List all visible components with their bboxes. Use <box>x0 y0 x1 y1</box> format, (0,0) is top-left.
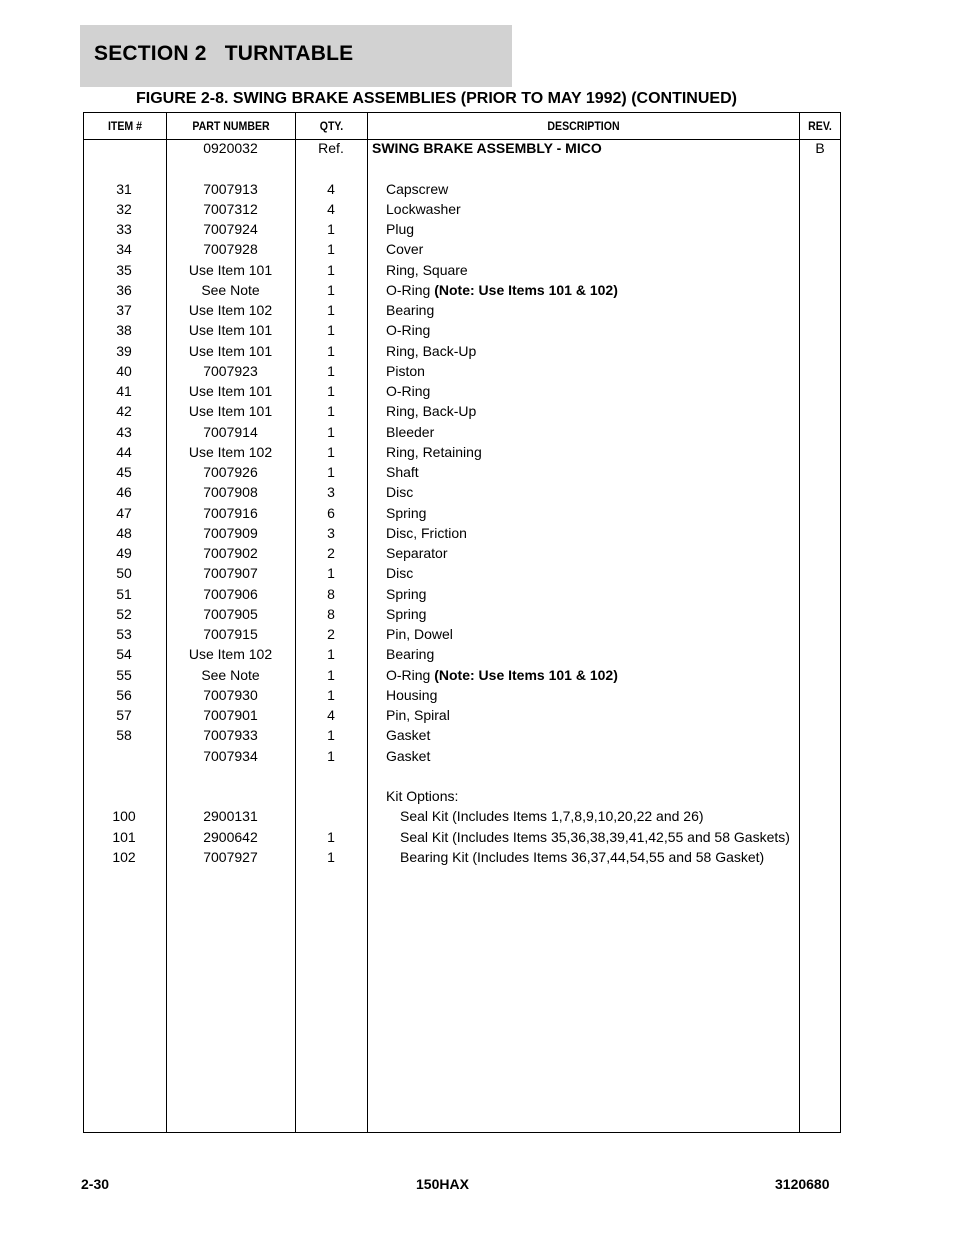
part-number: 7007933 <box>203 727 258 744</box>
description <box>386 239 423 259</box>
quantity: 1 <box>327 423 335 440</box>
description <box>386 685 437 705</box>
part-number: 7007928 <box>203 241 258 258</box>
description-text: Seal Kit (Includes Items 35,36,38,39,41,42,55 and 58 Gaskets) <box>400 828 790 845</box>
column-header-part-number: PART NUMBER <box>192 119 270 133</box>
item-number: 37 <box>116 302 132 318</box>
quantity: 6 <box>327 504 335 521</box>
part-number: 7007905 <box>203 605 258 622</box>
description-note: (Note: Use Items 101 & 102) <box>434 666 618 683</box>
table-row <box>0 786 954 806</box>
description-text: Disc, Friction <box>386 524 467 541</box>
item-number: 53 <box>116 626 132 642</box>
table-row <box>0 300 954 320</box>
description <box>372 138 602 158</box>
table-row <box>0 179 954 199</box>
part-number: 7007914 <box>203 423 258 440</box>
table-row <box>0 665 954 685</box>
description-text: Plug <box>386 221 415 237</box>
description <box>386 746 430 766</box>
description <box>386 523 467 543</box>
table-row <box>0 563 954 583</box>
table-row <box>0 725 954 745</box>
description-text: Ring, Retaining <box>386 443 482 460</box>
description <box>386 260 468 280</box>
description-text: Spring <box>386 504 427 521</box>
column-header-qty: QTY. <box>319 119 344 133</box>
part-number: 7007930 <box>203 686 258 703</box>
description <box>400 827 790 847</box>
description-text: Bearing <box>386 646 435 663</box>
part-number: 0920032 <box>203 140 258 156</box>
quantity: 1 <box>327 666 335 683</box>
table-spacer-row <box>0 158 954 178</box>
part-number: 2900642 <box>203 828 258 845</box>
description <box>400 806 704 826</box>
quantity: 1 <box>327 221 335 237</box>
item-number: 44 <box>116 443 132 460</box>
item-number: 45 <box>116 464 132 480</box>
table-row <box>0 341 954 361</box>
quantity: 1 <box>327 686 335 703</box>
description-text: Ring, Square <box>386 261 468 278</box>
description <box>386 563 413 583</box>
item-number: 49 <box>116 545 132 561</box>
part-number: 7007906 <box>203 585 258 602</box>
table-row <box>0 847 954 867</box>
quantity: 4 <box>327 200 335 217</box>
item-number: 47 <box>116 504 132 521</box>
description-text: Bearing <box>386 302 435 318</box>
quantity: 1 <box>327 403 335 420</box>
item-number: 54 <box>116 646 132 663</box>
description-text: Bleeder <box>386 423 435 440</box>
description <box>386 422 434 442</box>
item-number: 57 <box>116 707 132 723</box>
description-text: Spring <box>386 605 427 622</box>
description <box>386 786 458 806</box>
quantity: 1 <box>327 302 335 318</box>
description <box>386 462 419 482</box>
part-number: 7007312 <box>203 200 258 217</box>
quantity: 4 <box>327 707 335 723</box>
item-number: 58 <box>116 727 132 744</box>
description-text: Lockwasher <box>386 200 461 217</box>
part-number: 7007934 <box>203 747 258 764</box>
table-row <box>0 806 954 826</box>
part-number: 7007902 <box>203 545 258 561</box>
quantity: 1 <box>327 443 335 460</box>
table-row <box>0 482 954 502</box>
item-number: 31 <box>116 180 132 197</box>
item-number: 36 <box>116 281 132 298</box>
quantity: 1 <box>327 464 335 480</box>
description <box>386 361 425 381</box>
table-row <box>0 320 954 340</box>
part-number: 7007927 <box>203 848 258 865</box>
table-row <box>0 584 954 604</box>
item-number: 51 <box>116 585 132 602</box>
item-number: 100 <box>112 808 136 825</box>
quantity: 1 <box>327 362 335 379</box>
table-row <box>0 503 954 523</box>
quantity: 4 <box>327 180 335 197</box>
description <box>386 624 453 644</box>
description <box>386 644 434 664</box>
description-text: Separator <box>386 545 448 561</box>
description <box>386 179 448 199</box>
description <box>386 320 430 340</box>
table-spacer-row <box>0 766 954 786</box>
description-text: Ring, Back-Up <box>386 403 477 420</box>
description-text: Ring, Back-Up <box>386 342 477 359</box>
part-number: See Note <box>201 281 260 298</box>
quantity: 1 <box>327 261 335 278</box>
item-number: 38 <box>116 322 132 339</box>
quantity: 1 <box>327 322 335 339</box>
quantity: 1 <box>327 747 335 764</box>
table-row <box>0 604 954 624</box>
part-number: 7007909 <box>203 524 258 541</box>
description-text: O-Ring <box>386 666 435 683</box>
quantity: 1 <box>327 565 335 582</box>
description-text: Bearing Kit (Includes Items 36,37,44,54,55 and 58 Gasket) <box>400 848 765 865</box>
item-number: 40 <box>116 362 132 379</box>
quantity: 8 <box>327 585 335 602</box>
part-number: 7007907 <box>203 565 258 582</box>
description <box>386 401 476 421</box>
table-row <box>0 644 954 664</box>
quantity: 2 <box>327 545 335 561</box>
part-number: 7007923 <box>203 362 258 379</box>
document-number: 3120680 <box>775 1176 830 1192</box>
description <box>386 300 434 320</box>
item-number: 46 <box>116 484 132 501</box>
quantity: 1 <box>327 281 335 298</box>
column-header-description: DESCRIPTION <box>547 119 620 133</box>
description-text: Shaft <box>386 464 419 480</box>
item-number: 35 <box>116 261 132 278</box>
quantity: 1 <box>327 342 335 359</box>
part-number: Use Item 102 <box>188 646 273 663</box>
description-text: Gasket <box>386 727 431 744</box>
description-text: Pin, Dowel <box>386 626 453 642</box>
figure-title: FIGURE 2-8. SWING BRAKE ASSEMBLIES (PRIOR TO MAY 1992) (CONTINUED) <box>136 90 737 107</box>
quantity: Ref. <box>318 140 344 156</box>
item-number: 56 <box>116 686 132 703</box>
part-number: 7007915 <box>203 626 258 642</box>
item-number: 41 <box>116 383 132 399</box>
part-number: 7007913 <box>203 180 258 197</box>
table-row <box>0 827 954 847</box>
description-text: Spring <box>386 585 427 602</box>
part-number: 2900131 <box>203 808 258 825</box>
table-row <box>0 543 954 563</box>
description <box>400 847 764 867</box>
column-header-item: ITEM # <box>107 119 143 133</box>
description <box>386 219 414 239</box>
table-row <box>0 422 954 442</box>
description <box>386 341 476 361</box>
table-row <box>0 685 954 705</box>
quantity: 1 <box>327 646 335 663</box>
description-note: (Note: Use Items 101 & 102) <box>434 281 618 298</box>
description-text: Disc <box>386 484 414 501</box>
description <box>386 584 426 604</box>
model-name: 150HAX <box>416 1176 469 1192</box>
table-row <box>0 523 954 543</box>
quantity: 1 <box>327 727 335 744</box>
description <box>386 604 426 624</box>
part-number: 7007924 <box>203 221 258 237</box>
table-row <box>0 442 954 462</box>
part-number: Use Item 101 <box>188 342 273 359</box>
description <box>386 280 618 300</box>
page-number: 2-30 <box>81 1176 110 1192</box>
part-number: Use Item 101 <box>188 383 273 399</box>
table-row <box>0 401 954 421</box>
table-body <box>0 138 954 867</box>
description-text: Kit Options: <box>386 788 459 804</box>
quantity: 3 <box>327 484 335 501</box>
item-number: 43 <box>116 423 132 440</box>
quantity: 1 <box>327 828 335 845</box>
table-row <box>0 239 954 259</box>
table-row <box>0 280 954 300</box>
description <box>386 442 482 462</box>
revision: B <box>815 140 825 156</box>
item-number: 42 <box>116 403 132 420</box>
item-number: 55 <box>116 666 132 683</box>
item-number: 39 <box>116 342 132 359</box>
part-number: See Note <box>201 666 260 683</box>
description-text: Cover <box>386 241 424 258</box>
part-number: Use Item 101 <box>188 403 273 420</box>
description <box>386 665 618 685</box>
quantity: 3 <box>327 524 335 541</box>
part-number: 7007926 <box>203 464 258 480</box>
description <box>386 381 430 401</box>
quantity: 2 <box>327 626 335 642</box>
description <box>386 543 447 563</box>
quantity: 1 <box>327 848 335 865</box>
table-row <box>0 260 954 280</box>
item-number: 34 <box>116 241 132 258</box>
description <box>386 503 426 523</box>
section-header-band <box>80 25 512 87</box>
description-text: Disc <box>386 565 414 582</box>
description <box>386 482 413 502</box>
description-text: O-Ring <box>386 383 431 399</box>
table-row <box>0 199 954 219</box>
item-number: 50 <box>116 565 132 582</box>
description-text: Capscrew <box>386 180 449 197</box>
quantity: 8 <box>327 605 335 622</box>
item-number: 32 <box>116 200 132 217</box>
description-text: Piston <box>386 362 425 379</box>
item-number: 102 <box>112 848 136 865</box>
item-number: 33 <box>116 221 132 237</box>
part-number: Use Item 101 <box>188 261 273 278</box>
table-row <box>0 219 954 239</box>
section-title: SECTION 2 TURNTABLE <box>94 42 354 65</box>
part-number: 7007916 <box>203 504 258 521</box>
description-text: SWING BRAKE ASSEMBLY - MICO <box>372 140 602 156</box>
item-number: 52 <box>116 605 132 622</box>
description-text: Gasket <box>386 747 431 764</box>
table-row <box>0 361 954 381</box>
part-number: 7007901 <box>203 707 258 723</box>
description-text: O-Ring <box>386 281 435 298</box>
description-text: Pin, Spiral <box>386 707 450 723</box>
item-number: 101 <box>112 828 136 845</box>
table-row <box>0 705 954 725</box>
description <box>386 705 450 725</box>
description <box>386 725 430 745</box>
item-number: 48 <box>116 524 132 541</box>
table-row <box>0 138 954 158</box>
table-row <box>0 746 954 766</box>
part-number: Use Item 102 <box>188 443 273 460</box>
table-row <box>0 624 954 644</box>
part-number: Use Item 101 <box>188 322 273 339</box>
description <box>386 199 461 219</box>
table-row <box>0 462 954 482</box>
quantity: 1 <box>327 241 335 258</box>
part-number: 7007908 <box>203 484 258 501</box>
quantity: 1 <box>327 383 335 399</box>
description-text: Seal Kit (Includes Items 1,7,8,9,10,20,22 and 26) <box>400 808 704 825</box>
column-header-rev: REV. <box>808 119 832 133</box>
description-text: O-Ring <box>386 322 431 339</box>
part-number: Use Item 102 <box>188 302 273 318</box>
description-text: Housing <box>386 686 438 703</box>
table-row <box>0 381 954 401</box>
